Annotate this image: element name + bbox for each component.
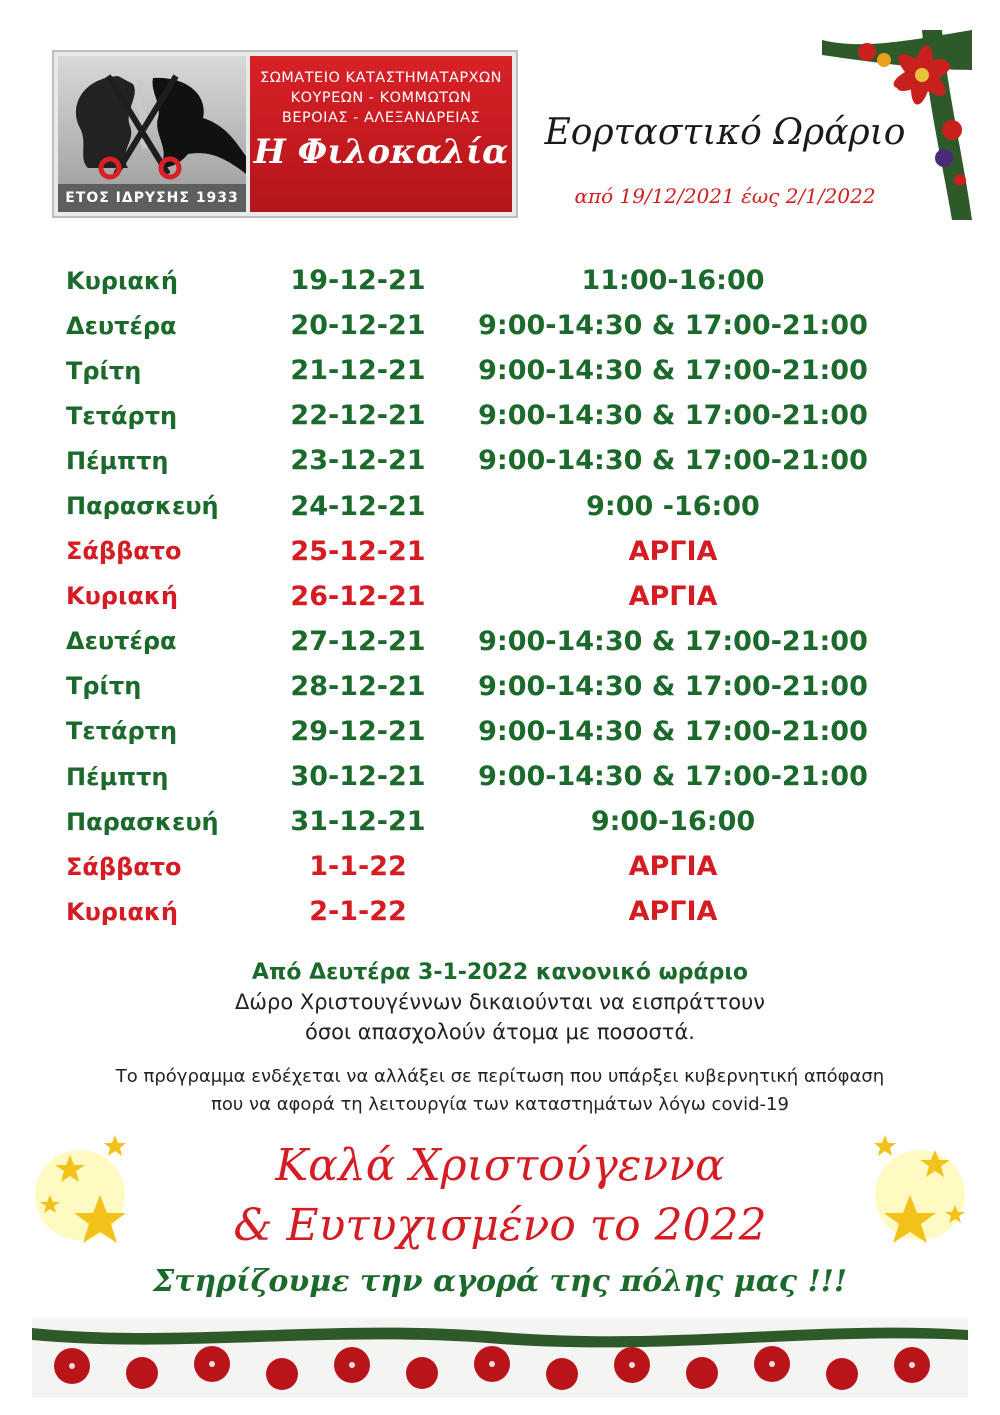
schedule-date: 24-12-21 <box>290 490 426 522</box>
schedule-day: Κυριακή <box>66 897 178 926</box>
schedule-row <box>66 799 908 844</box>
page-title: Εορταστικό Ωράριο <box>544 112 906 153</box>
schedule-hours: ΑΡΓΙΑ <box>628 851 718 883</box>
schedule-date: 30-12-21 <box>290 761 426 793</box>
schedule-row <box>66 393 908 438</box>
schedule-hours: 9:00-14:30 & 17:00-21:00 <box>478 625 868 657</box>
schedule-date: 21-12-21 <box>290 355 426 387</box>
schedule-row <box>66 619 908 664</box>
covid-note-line-2: που να αφορά τη λειτουργία των καταστημάτων λόγω covid-19 <box>211 1094 789 1115</box>
schedule-hours: 9:00-14:30 & 17:00-21:00 <box>478 355 868 387</box>
new-year-greeting: & Ευτυχισμένο το 2022 <box>233 1200 767 1251</box>
date-range: από 19/12/2021 έως 2/1/2022 <box>574 184 876 208</box>
logo-text-panel <box>250 56 512 212</box>
schedule-date: 22-12-21 <box>290 400 426 432</box>
logo-line-2: ΚΟΥΡΕΩΝ - ΚΟΜΜΩΤΩΝ <box>290 90 472 106</box>
schedule-hours: 9:00 -16:00 <box>586 490 760 522</box>
schedule-date: 19-12-21 <box>290 265 426 297</box>
schedule-row <box>66 438 908 483</box>
schedule-row <box>66 303 908 348</box>
logo-line-3: ΒΕΡΟΙΑΣ - ΑΛΕΞΑΝΔΡΕΙΑΣ <box>281 110 481 126</box>
logo-line-1: ΣΩΜΑΤΕΙΟ ΚΑΤΑΣΤΗΜΑΤΑΡΧΩΝ <box>260 70 502 86</box>
schedule-day: Δευτέρα <box>66 311 177 340</box>
logo-emblem <box>58 56 246 212</box>
schedule-day: Τρίτη <box>66 356 142 385</box>
schedule-day: Σάββατο <box>66 537 182 566</box>
schedule-day: Πέμπτη <box>66 446 169 475</box>
schedule-hours: 9:00-14:30 & 17:00-21:00 <box>478 670 868 702</box>
schedule-hours: 9:00-14:30 & 17:00-21:00 <box>478 400 868 432</box>
schedule-row <box>66 709 908 754</box>
schedule-day: Κυριακή <box>66 582 178 611</box>
schedule-day: Τετάρτη <box>66 401 178 430</box>
schedule-row <box>66 529 908 574</box>
bonus-note-line-1: Δώρο Χριστουγέννων δικαιούνται να εισπράττουν <box>235 990 765 1014</box>
schedule-day: Τρίτη <box>66 672 142 701</box>
schedule-row <box>66 258 908 303</box>
schedule-day: Δευτέρα <box>66 627 177 656</box>
schedule-hours: 9:00-16:00 <box>590 806 756 838</box>
bonus-note-line-2: όσοι απασχολούν άτομα με ποσοστά. <box>305 1020 695 1044</box>
schedule-row <box>66 574 908 619</box>
hairdresser-silhouette-icon <box>58 56 246 184</box>
schedule-hours: ΑΡΓΙΑ <box>628 580 718 612</box>
schedule-date: 23-12-21 <box>290 445 426 477</box>
schedule-day: Παρασκευή <box>66 492 219 521</box>
schedule-day: Κυριακή <box>66 266 178 295</box>
schedule-hours: 9:00-14:30 & 17:00-21:00 <box>478 310 868 342</box>
schedule-hours: 9:00-14:30 & 17:00-21:00 <box>478 445 868 477</box>
schedule-row <box>66 844 908 889</box>
schedule-date: 2-1-22 <box>309 896 407 928</box>
schedule-hours: ΑΡΓΙΑ <box>628 896 718 928</box>
schedule-day: Τετάρτη <box>66 717 178 746</box>
schedule-date: 27-12-21 <box>290 625 426 657</box>
schedule-day: Πέμπτη <box>66 762 169 791</box>
schedule-hours: 9:00-14:30 & 17:00-21:00 <box>478 761 868 793</box>
schedule-date: 31-12-21 <box>290 806 426 838</box>
christmas-greeting: Καλά Χριστούγεννα <box>275 1140 725 1191</box>
schedule-row <box>66 889 908 934</box>
founding-year: ΕΤΟΣ ΙΔΡΥΣΗΣ 1933 <box>58 184 246 212</box>
support-local-slogan: Στηρίζουμε την αγορά της πόλης μας !!! <box>152 1264 848 1299</box>
schedule-date: 25-12-21 <box>290 535 426 567</box>
schedule-hours: 11:00-16:00 <box>581 265 765 297</box>
covid-note-line-1: Το πρόγραμμα ενδέχεται να αλλάξει σε περίτωση που υπάρξει κυβερνητική απόφαση <box>115 1066 885 1087</box>
schedule-date: 26-12-21 <box>290 580 426 612</box>
schedule-row <box>66 664 908 709</box>
schedule-date: 20-12-21 <box>290 310 426 342</box>
ornament-garland-icon <box>32 1318 968 1398</box>
schedule-day: Παρασκευή <box>66 807 219 836</box>
schedule-row <box>66 754 908 799</box>
association-logo <box>52 50 518 218</box>
schedule-date: 28-12-21 <box>290 670 426 702</box>
schedule-day: Σάββατο <box>66 852 182 881</box>
poinsettia-decoration-icon <box>822 30 972 220</box>
schedule-row <box>66 348 908 393</box>
association-name: Η Φιλοκαλία <box>253 132 509 172</box>
schedule-date: 1-1-22 <box>309 851 407 883</box>
schedule-date: 29-12-21 <box>290 715 426 747</box>
schedule-hours: 9:00-14:30 & 17:00-21:00 <box>478 715 868 747</box>
regular-hours-note: Από Δευτέρα 3-1-2022 κανονικό ωράριο <box>251 960 749 985</box>
schedule-row <box>66 483 908 528</box>
schedule-hours: ΑΡΓΙΑ <box>628 535 718 567</box>
holiday-schedule-table <box>66 258 908 934</box>
